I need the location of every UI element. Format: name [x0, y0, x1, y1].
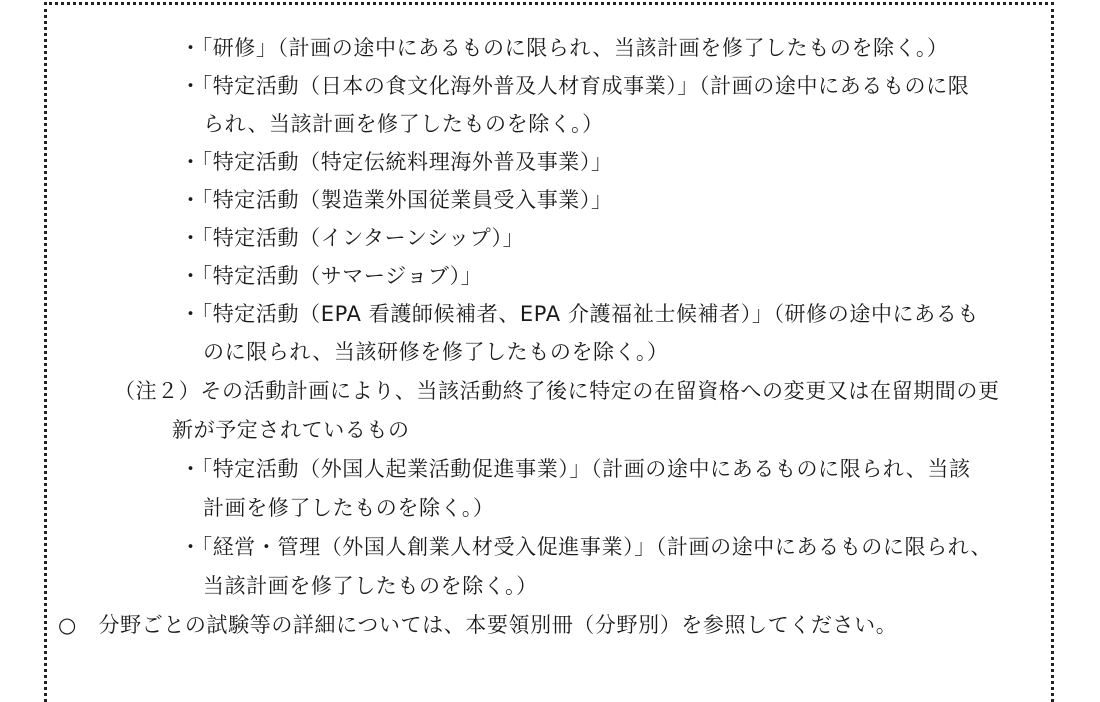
bullet-line-manufacturing: ・「特定活動（製造業外国従業員受入事業）」: [180, 188, 613, 212]
bullet-line-training: ・「研修」（計画の途中にあるものに限られ、当該計画を修了したものを除く。）: [180, 36, 949, 60]
bullet-line-summer-job: ・「特定活動（サマージョブ）」: [180, 264, 483, 288]
bullet-line-epa: ・「特定活動（EPA 看護師候補者、EPA 介護福祉士候補者）」（研修の途中にあるも: [180, 302, 979, 326]
note-2-continuation: 新が予定されているもの: [172, 418, 410, 442]
continuation-line-business-manager: 当該計画を修了したものを除く。）: [203, 574, 538, 598]
continuation-line-startup: 計画を修了したものを除く。）: [203, 496, 495, 520]
bullet-line-food-culture: ・「特定活動（日本の食文化海外普及人材育成事業）」（計画の途中にあるものに限: [180, 74, 970, 98]
circle-note-line: ○ 分野ごとの試験等の詳細については、本要領別冊（分野別）を参照してください。: [58, 613, 898, 637]
bullet-line-business-manager: ・「経営・管理（外国人創業人材受入促進事業）」（計画の途中にあるものに限られ、: [180, 535, 993, 559]
note-2-line: （注２）その活動計画により、当該活動終了後に特定の在留資格への変更又は在留期間の更: [114, 379, 1000, 403]
bullet-line-internship: ・「特定活動（インターンシップ）」: [180, 226, 525, 250]
bullet-line-startup: ・「特定活動（外国人起業活動促進事業）」（計画の途中にあるものに限られ、当該: [180, 457, 971, 481]
bullet-line-traditional-cuisine: ・「特定活動（特定伝統料理海外普及事業）」: [180, 150, 613, 174]
continuation-line-food-culture: られ、当該計画を修了したものを除く。）: [203, 112, 604, 136]
continuation-line-epa: のに限られ、当該研修を修了したものを除く。）: [203, 340, 669, 364]
